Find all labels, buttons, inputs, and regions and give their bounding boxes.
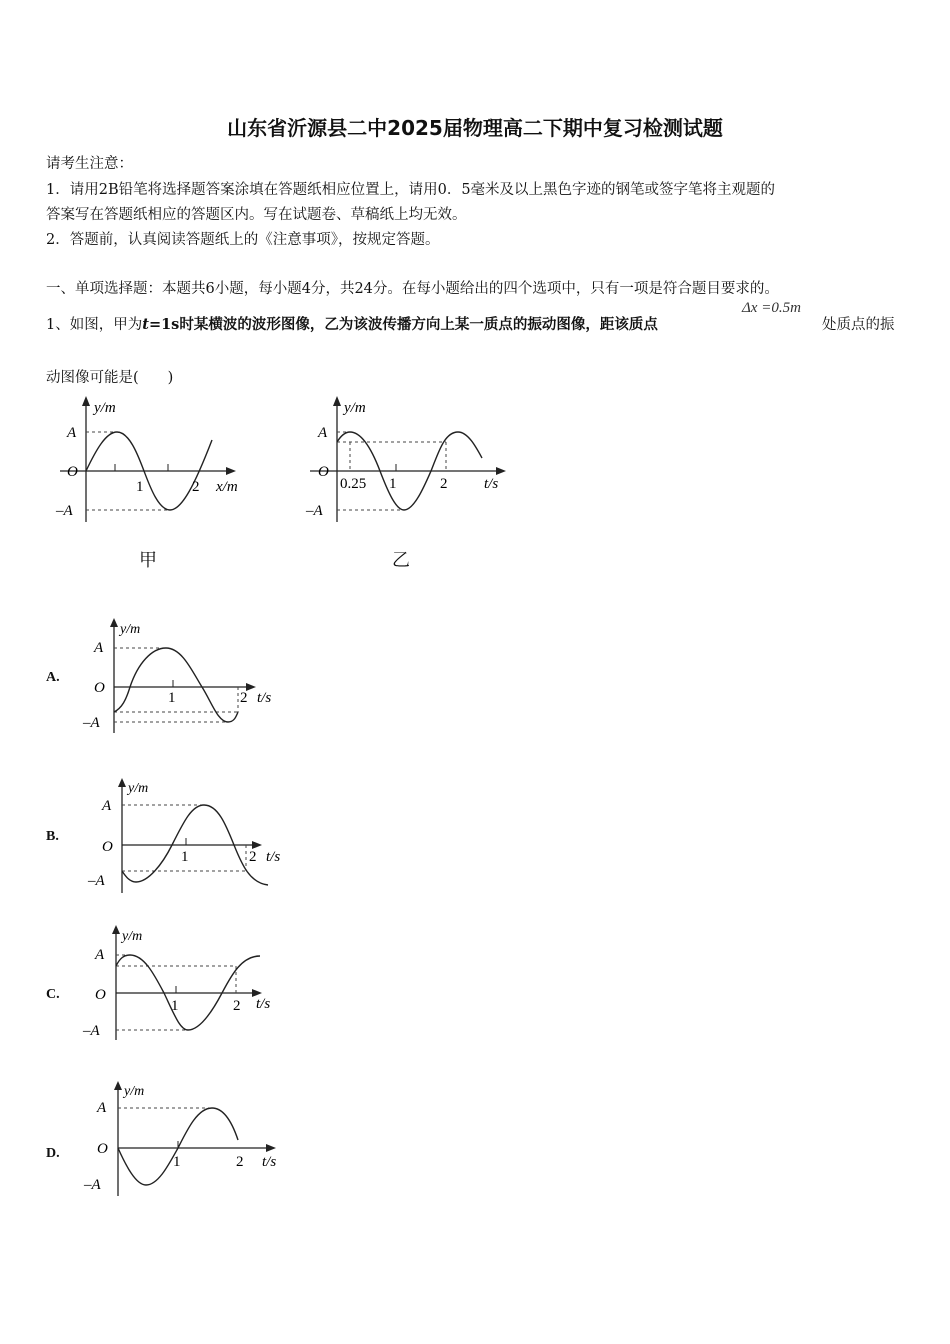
jia-A-label: A (67, 425, 77, 441)
yi-tick-2: 2 (440, 476, 448, 492)
opt-d-A: A (97, 1100, 107, 1116)
jia-tick-1: 1 (136, 479, 144, 495)
opt-b-xlabel: t/s (266, 849, 281, 865)
option-a-label[interactable]: A. (46, 670, 60, 685)
opt-b-tick-2: 2 (249, 849, 257, 865)
opt-a-ylabel: y/m (120, 622, 141, 637)
opt-d-negA: –A (84, 1177, 101, 1193)
yi-xlabel: t/s (484, 476, 499, 492)
opt-d-ylabel: y/m (124, 1084, 145, 1099)
figure-jia (50, 392, 260, 531)
opt-c-negA: –A (83, 1023, 100, 1039)
yi-tick-1: 1 (389, 476, 397, 492)
jia-negA-label: –A (56, 503, 73, 519)
jia-origin-label: O (67, 464, 78, 480)
notice-line-3: 2．答题前，认真阅读答题纸上的《注意事项》，按规定答题。 (46, 232, 440, 248)
opt-b-A: A (102, 798, 112, 814)
notice-heading: 请考生注意： (46, 156, 133, 172)
opt-c-O: O (95, 987, 106, 1003)
opt-b-negA: –A (88, 873, 105, 889)
option-b-label[interactable]: B. (46, 829, 59, 844)
question-1-part-c: 处质点的振 (822, 317, 895, 333)
question-1-t-var: t (142, 316, 149, 333)
option-b-graph[interactable] (80, 775, 295, 904)
opt-a-tick-2: 2 (240, 690, 248, 706)
notice-line-2: 答案写在答题纸相应的答题区内。写在试题卷、草稿纸上均无效。 (46, 207, 467, 223)
option-a-graph[interactable] (80, 615, 290, 744)
jia-tick-2: 2 (192, 479, 200, 495)
opt-d-xlabel: t/s (262, 1154, 277, 1170)
opt-b-O: O (102, 839, 113, 855)
figure-jia-caption: 甲 (139, 550, 157, 571)
notice-line-1: 1．请用2B铅笔将选择题答案涂填在答题纸相应位置上，请用0．5毫米及以上黑色字迹的钢笔或签字笔将主观题的 (46, 182, 776, 198)
option-d-graph[interactable] (80, 1078, 295, 1207)
opt-a-negA: –A (83, 715, 100, 731)
delta-x-formula: Δx =0.5m (742, 300, 801, 316)
question-1-part-b: =1s时某横波的波形图像，乙为该波传播方向上某一质点的振动图像，距该质点 (148, 316, 658, 333)
opt-c-ylabel: y/m (122, 929, 143, 944)
figure-yi-caption: 乙 (392, 550, 410, 571)
question-1-part-a: 1、如图，甲为 (46, 317, 143, 333)
yi-A-label: A (318, 425, 328, 441)
figure-yi (300, 392, 515, 531)
yi-negA-label: –A (306, 503, 323, 519)
option-c-graph[interactable] (80, 922, 290, 1051)
yi-origin-label: O (318, 464, 329, 480)
opt-b-ylabel: y/m (128, 781, 149, 796)
opt-c-A: A (95, 947, 105, 963)
question-1-text (46, 313, 658, 334)
question-1-line-2: 动图像可能是( ) (46, 370, 174, 386)
opt-a-xlabel: t/s (257, 690, 272, 706)
opt-c-tick-2: 2 (233, 998, 241, 1014)
section-heading: 一、单项选择题：本题共6小题，每小题4分，共24分。在每小题给出的四个选项中，只有一项是符合题目要求的。 (46, 281, 779, 297)
option-d-label[interactable]: D. (46, 1146, 60, 1161)
yi-ylabel: y/m (344, 400, 366, 416)
page-title: 山东省沂源县二中2025届物理高二下期中复习检测试题 (227, 116, 723, 140)
yi-tick-025: 0.25 (340, 476, 367, 492)
opt-b-tick-1: 1 (181, 849, 189, 865)
jia-ylabel: y/m (94, 400, 116, 416)
opt-d-O: O (97, 1141, 108, 1157)
opt-d-tick-2: 2 (236, 1154, 244, 1170)
option-c-label[interactable]: C. (46, 987, 60, 1002)
opt-c-xlabel: t/s (256, 996, 271, 1012)
opt-a-tick-1: 1 (168, 690, 176, 706)
opt-d-tick-1: 1 (173, 1154, 181, 1170)
jia-xlabel: x/m (216, 479, 238, 495)
opt-a-O: O (94, 680, 105, 696)
opt-c-tick-1: 1 (171, 998, 179, 1014)
opt-a-A: A (94, 640, 104, 656)
